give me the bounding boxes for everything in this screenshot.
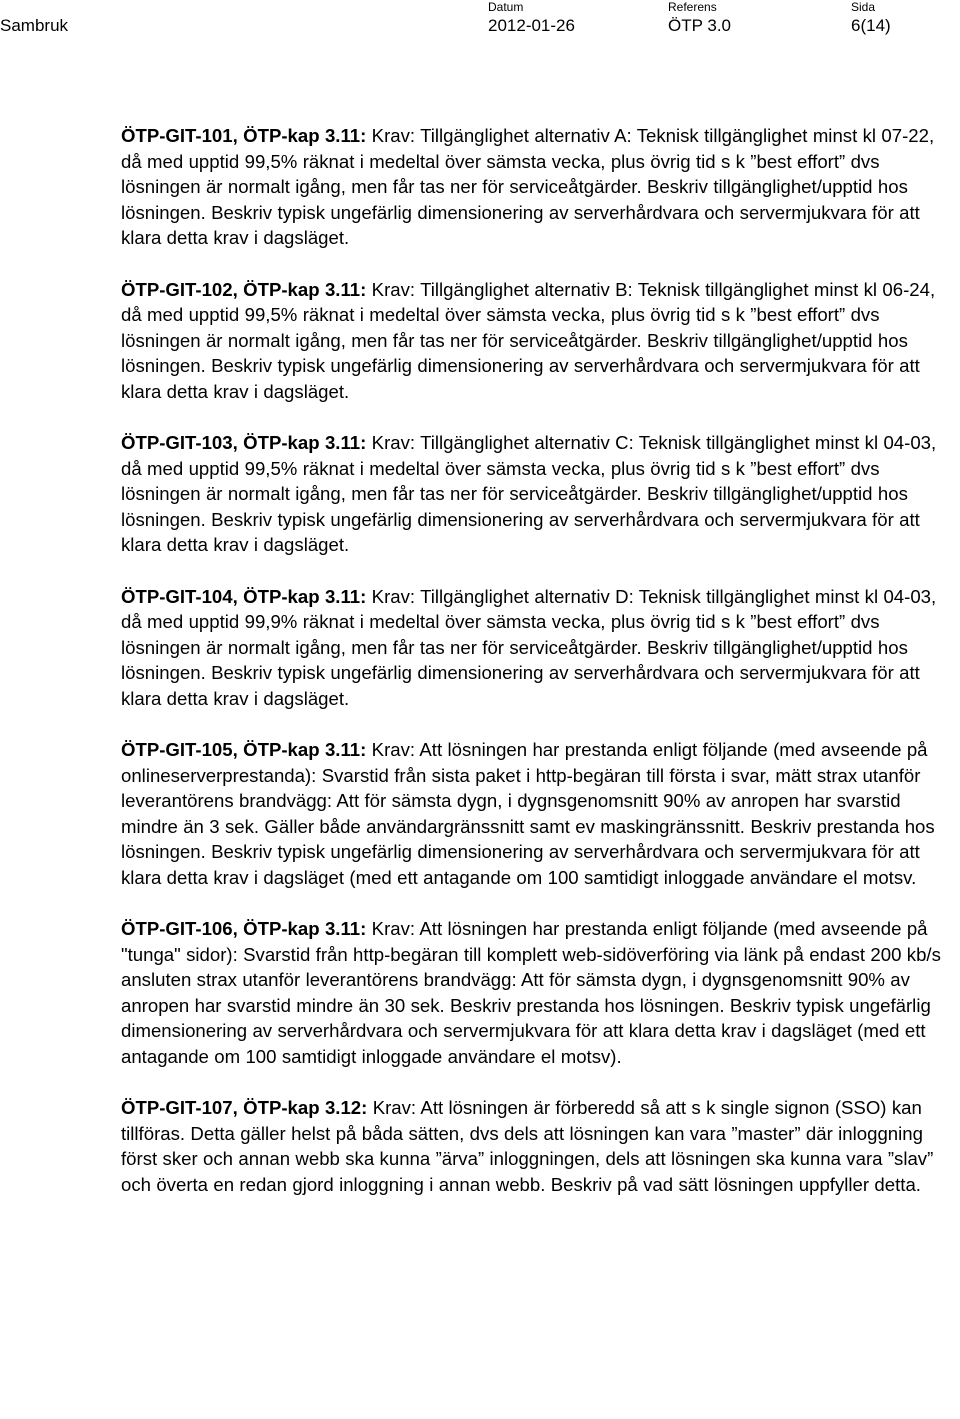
requirement-paragraph [121, 277, 959, 405]
page-column [851, 0, 891, 37]
requirement-text: Krav: Att lösningen har prestanda enligt följande (med avseende på "tunga" sidor): Svarstid från http-begäran till komplett web-sidöverföring via länk på endast 200 kb/s ansluten strax utanför leverantörens brandvägg: Att för sämsta dygn, i dygnsgenomsnitt 90% av anropen har svarstid mindre än 30 sek. Beskriv prestanda hos lösningen. Beskriv typisk ungefärlig dimensionering av serverhårdvara och servermjukvara för att klara detta krav i dagsläget (med ett antagande om 100 samtidigt inloggade användare el motsv). [121, 918, 941, 1067]
requirement-id: ÖTP-GIT-101, ÖTP-kap 3.11: [121, 125, 367, 146]
requirement-id: ÖTP-GIT-103, ÖTP-kap 3.11: [121, 432, 367, 453]
org-column [0, 0, 68, 37]
date-value: 2012-01-26 [488, 16, 575, 35]
requirement-text: Krav: Tillgänglighet alternativ D: Teknisk tillgänglighet minst kl 04-03, då med upptid 99,9% räknat i medeltal över sämsta vecka, plus övrig tid s k ”best effort” dvs lösningen är normalt igång, men får tas ner för serviceåtgärder. Beskriv tillgänglighet/upptid hos lösningen. Beskriv typisk ungefärlig dimensionering av serverhårdvara och servermjukvara för att klara detta krav i dagsläget. [121, 585, 937, 709]
requirement-id: ÖTP-GIT-102, ÖTP-kap 3.11: [121, 278, 367, 300]
page-header [0, 0, 960, 50]
requirement-id: ÖTP-GIT-107, ÖTP-kap 3.12: [121, 1097, 368, 1118]
reference-column [668, 0, 731, 37]
requirements-list [121, 123, 959, 1223]
page-number: 6(14) [851, 16, 891, 35]
requirement-paragraph [121, 430, 959, 558]
reference-label: Referens [668, 0, 717, 14]
requirement-id: ÖTP-GIT-106, ÖTP-kap 3.11: [121, 918, 367, 939]
requirement-paragraph [121, 737, 959, 890]
requirement-text: Krav: Att lösningen har prestanda enligt följande (med avseende på onlineserverprestanda): Svarstid från sista paket i http-begäran till första i svar, mätt strax utanför leverantörens brandvägg: Att för sämsta dygn, i dygnsgenomsnitt 90% av anropen har svarstid mindre än 3 sek. Gäller både användargränssnitt samt ev maskingränssnitt. Beskriv prestanda hos lösningen. Beskriv typisk ungefärlig dimensionering av serverhårdvara och servermjukvara för att klara detta krav i dagsläget (med ett antagande om 100 samtidigt inloggade användare el motsv. [121, 739, 935, 888]
requirement-id: ÖTP-GIT-104, ÖTP-kap 3.11: [121, 585, 367, 607]
requirement-paragraph [121, 123, 959, 251]
requirement-text: Krav: Tillgänglighet alternativ C: Teknisk tillgänglighet minst kl 04-03, då med upptid 99,5% räknat i medeltal över sämsta vecka, plus övrig tid s k ”best effort” dvs lösningen är normalt igång, men får tas ner för serviceåtgärder. Beskriv tillgänglighet/upptid hos lösningen. Beskriv typisk ungefärlig dimensionering av serverhårdvara och servermjukvara för att klara detta krav i dagsläget. [121, 432, 937, 555]
reference-value: ÖTP 3.0 [668, 16, 731, 35]
requirement-paragraph [121, 916, 959, 1069]
requirement-id: ÖTP-GIT-105, ÖTP-kap 3.11: [121, 739, 367, 760]
date-label: Datum [488, 0, 524, 14]
org-name: Sambruk [0, 16, 69, 35]
org-label [0, 0, 68, 14]
date-column [488, 0, 575, 37]
requirement-paragraph [121, 1095, 959, 1197]
requirement-paragraph [121, 584, 959, 712]
requirement-text: Krav: Tillgänglighet alternativ B: Teknisk tillgänglighet minst kl 06-24, då med upptid 99,5% räknat i medeltal över sämsta vecka, plus övrig tid s k ”best effort” dvs lösningen är normalt igång, men får tas ner för serviceåtgärder. Beskriv tillgänglighet/upptid hos lösningen. Beskriv typisk ungefärlig dimensionering av serverhårdvara och servermjukvara för att klara detta krav i dagsläget. [121, 278, 936, 402]
page-label: Sida [851, 0, 876, 14]
requirement-text: Krav: Tillgänglighet alternativ A: Teknisk tillgänglighet minst kl 07-22, då med upptid 99,5% räknat i medeltal över sämsta vecka, plus övrig tid s k ”best effort” dvs lösningen är normalt igång, men får tas ner för serviceåtgärder. Beskriv tillgänglighet/upptid hos lösningen. Beskriv typisk ungefärlig dimensionering av serverhårdvara och servermjukvara för att klara detta krav i dagsläget. [121, 125, 935, 248]
requirement-text: Krav: Att lösningen är förberedd så att s k single signon (SSO) kan tillföras. Detta gäller helst på båda sätten, dvs dels att lösningen kan vara ”master” där inloggning först sker och annan webb ska kunna ”ärva” inloggningen, dels att lösningen ska kunna vara ”slav” och överta en redan gjord inloggning i annan webb. Beskriv på vad sätt lösningen uppfyller detta. [121, 1097, 934, 1195]
